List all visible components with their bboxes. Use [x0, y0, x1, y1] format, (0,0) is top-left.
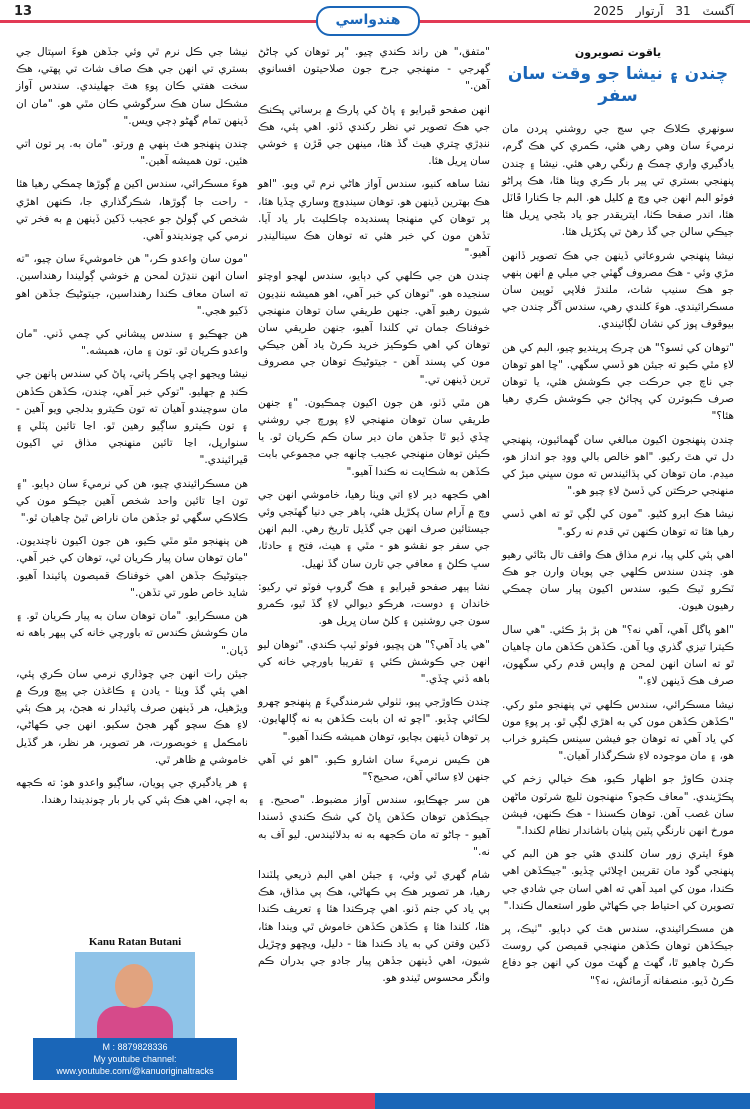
article-paragraph: "متفق،" هن راند ڪندي چيو. "پر توهان کي ڄاڻڻ گهرجي - منهنجي جرح جون صلاحيتون افسانوي آهن." [258, 46, 490, 93]
author-channel-link[interactable]: www.youtube.com/@kanuoriginaltracks [56, 1066, 214, 1076]
date-month: آگسٽ [702, 4, 734, 18]
date-weekday: آرتوار [635, 4, 664, 18]
article-paragraph: جيئن رات انهن جي چوڌاري نرمي سان ڪري پئي، اهي ٻئي گڏ ويٺا - يادن ۽ ڪاغذن جي پيچ ورڪ ۾ ويڙهيل، هر ڏينهن صرف پائيدار نه هجڻ، پر هڪ ٻئي لاءِ هڪ سچو گهر هجڻ سکيو. انهن جي ڪهاڻي، نامڪمل ۽ خوبصورت، هر تصوير، هر نظر، هر گڏيل خاموشي ۾ ظاهر ٿي. [16, 667, 248, 766]
dateline [585, 4, 734, 18]
article-paragraph: چندن پنهنجو هٿ ٻنهي ۾ ورتو. "مان به. پر تون اتي هئين. تون هميشه آهين." [16, 138, 248, 168]
article-title: چندن ۽ نيشا جو وقت سان سفر [507, 64, 729, 107]
article-paragraph: "اهو پاگل آهي، آهي نه؟" هن ٻڙ ٻڙ ڪئي. "هي سال ڪيترا تيزي گذري ويا آهن. ڪڏهن ڪڏهن مان چاهيان ٿو ته اسان انهن لمحن ۾ واپس قدم رکي سگهون، صرف هڪ ڏينهن لاءِ." [502, 623, 734, 688]
article-paragraph: نيشا جي ڪل نرم ٿي وئي جڏهن هوءَ اسپتال جي بستري تي انهن جي هڪ صاف شاٽ تي پهتي، هڪ سخت هفتي ڪان پوءِ هٿ جهليندي. سندس آواز مشڪل سان هڪ سرگوشي ڪان مٿي هو. "مان ان ڏينهن تمام گهڻو ڊڄي ويس." [16, 46, 248, 127]
article-paragraph: هوءَ ايتري زور سان کلندي هئي جو هن البم کي پنهنجي گود مان تقريبن اڇلائي ڇڏيو. "جيڪڏهن اهي ڪندا، مون کي اميد آهي ته اهي اسان جي شادي جي تصويرن کي احتياط جي ڪهاڻي طور استعمال ڪندا." [502, 848, 734, 912]
author-photo-head [115, 964, 153, 1008]
article-paragraph: چندن هن جي ڪلهي کي دٻايو، سندس لهجو اوچتو سنجيده هو. "توهان کي خبر آهي، اهو هميشه ننڍيون شيون رهيو آهي. جنهن طريقي سان توهان منهنجي خوفناڪ جمان تي کلندا آهيو، جنهن طريقي سان توهان کي اهي ڪوڪيز خريد ڪرڻ ياد آهن جيڪي مون کي پسند آهن - جيتوڻيڪ توهان جي مصروف ترين ڏينهن تي." [258, 270, 490, 386]
article-paragraph: چندن ڪاوڙ جو اظهار ڪيو، هڪ خيالي زخم کي پڪڙيندي. "معاف ڪجو؟ منهنجون ٺليچ شرٽون ماڻهن سان غصب آهن. توهان ڪسنذا - هڪ ڪنهن، فيشن مورخ انهن نارنگي پٽين پٺيان باشاندار نظام لکندا." [502, 773, 734, 837]
article-paragraph: سونهري ڪلاڪ جي سج جي روشني پردن مان نرميءَ سان وهي رهي هئي، ڪمري کي هڪ گرم، يادگيري واري چمڪ ۾ رنگي رهي هئي. نيشا ۽ چندن پنهنجي بستري تي پير بار ڪري ويٺا هئا، هڪ پراڻو فوٽو البم انهن جي وچ ۾ کليل هو. البم جا ڪنارا ڦاٽل هئا، اندر صفحا ڪٺا، ايتريقدر جو ياد بڻجي ڀريل هئا جيڪي سالن جي گڏ رهڻ تي پکڙيل هئا. [502, 123, 734, 239]
author-name: Kanu Ratan Butani [88, 936, 182, 948]
footer-red-band [0, 1093, 375, 1109]
article-paragraph: هن سر جهڪايو، سندس آواز مضبوط. "صحيح. ۽ جيڪڏهن توهان ڪڏهن ڀاڻ کي شڪ ڪندي ڏسندا آهيو - ڄاڻو ته مان ڪجهه به نه بدلائيندس. ليو آف به نه." [258, 794, 490, 858]
article-paragraph: اهي ٻئي کلي پيا، نرم مذاق هڪ واقف تال بڻائي رهيو هو. چندن سندس ڪلهي جي پويان وارن جو هڪ ٽڪرو ٽيڪ ڪيو، سندس اکيون پيار سان چمڪي رهيون هيون. [502, 548, 734, 613]
article-paragraph: چندن پنهنجون اکيون مبالغي سان گهمائيون، پنهنجي دل تي هٿ رکيو. "اهو خالص بالي ووڊ جو انداز هو، ميڊم. مان توهان کي ٻڌائيندس ته مون سڀني ميڙ کي منهنجي حرڪتن کي ڏسڻ لاءِ چيو هو." [502, 433, 734, 498]
column-3-body [16, 44, 248, 809]
article-paragraph: انهن صفحو ڦيرايو ۽ پاڻ کي پارڪ ۾ برساتي پڪنڪ جي هڪ تصوير تي نظر رکندي ڏٺو. اهي ٻئي، هڪ ننڍڙي ڇتري هيٺ گڏ هئا، مينهن جي ڦڙن ۽ خوشي سان ڀريل هئا. [258, 103, 490, 168]
article-paragraph: هن ڪيس نرميءَ سان اشارو ڪيو. "اهو ئي آهي جنهن لاءِ ساٿي آهن، صحيح؟" [258, 753, 490, 783]
article-paragraph: هن مسڪرايو. "مان توهان سان به پيار ڪريان ٿو. ۽ مان ڪوشش ڪندس ته باورچي خانه کي ٻيهر باهه نه ڏيان." [16, 610, 248, 657]
article-paragraph: هن جهڪيو ۽ سندس پيشاني کي چمي ڏني. "مان واعدو ڪريان ٿو. تون ۽ مان، هميشه." [16, 328, 248, 358]
article-paragraph: "مون سان واعدو ڪر،" هن خاموشيءَ سان چيو، "ته اسان انهن ننڍڙن لمحن ۾ خوشي ڳوليندا رهنداسين. ته اسان معاف ڪندا رهنداسين، جيتوڻيڪ جڏهن اهو ڏکيو هجي." [16, 253, 248, 317]
article-paragraph: "هي ياد آهي؟" هن پڇيو، فوٽو ٽيپ ڪندي. "توهان ليو انهن جي ڪوشش ڪئي ۽ تقريبا باورچي خانه کي باهه ڏني ڇڏي." [258, 638, 490, 685]
author-mobile: M : 8879828336 [102, 1042, 168, 1052]
column-3 [16, 44, 248, 815]
newspaper-logo: هندواسي [316, 6, 420, 36]
article-paragraph: نيشا پنهنجي شروعاتي ڏينهن جي هڪ تصوير ڏانهن مڙي وئي - هڪ مصروف گهٽي جي ميلي ۾ انهن ٻنهي جو هڪ سنيپ شاٽ، ملندڙ فلاپي ٽوپين سان مسڪرائيندي. هوءَ کلندي رهي، سندس آڱر چندن جي بيوقوف پوز کي نشان لڳائيندي. [502, 249, 734, 331]
article-paragraph: نيشا ويجهو اچي پاڪر پاتي، پاڻ کي سندس ٻانهن جي ڪنڊ ۾ جهليو. "توکي خبر آهي، چندن، ڪڏهن ڪڏهن مان سوچيندو آهيان ته تون ڪيترو بدلجي ويو آهين - ۽ تون ڪيترو ساڳيو رهين ٿو. اڃا تائين پٽلي ۽ سنوارپل، اڃا تائين منهنجي مذاق تي اکيون ڦيرائيندي." [16, 368, 248, 467]
page-header [0, 0, 750, 36]
article-paragraph: نيشا مسڪرائي، سندس ڪلهي تي پنهنجو مٿو رکي. "ڪڏهن ڪڏهن مون کي به اهڙي لڳي ٿو. پر پوءِ مون کي ياد آهي ته توهان جو فيشن سينس ڪيترو خراب هو، ۽ مان موجوده لاءِ شڪرگذار آهيان." [502, 698, 734, 763]
footer-blue-band [375, 1093, 750, 1109]
article-paragraph: ۽ هر يادگيري جي پويان، ساڳيو واعدو هو: ته ڪجهه به اچي، اهي هڪ ٻئي کي بار بار چونڊيندا رهندا. [16, 776, 248, 807]
article-paragraph: نشا ٻيهر صفحو ڦيرايو ۽ هڪ گروپ فوٽو تي رکيو: خاندان ۽ دوست، هرڪو ديوالي لاءِ گڏ ٿيو، ڪمرو سون جي روشنين ۽ کلڻ سان ڀريل هو. [258, 580, 490, 628]
author-channel-label: My youtube channel: [93, 1054, 177, 1064]
author-box [30, 936, 240, 1080]
page-footer [0, 1083, 750, 1109]
article-paragraph: "توهان کي ٺسو؟" هن چرڪ پرينديو چيو، البم کي هن لاءِ مٿي ڪيو ته جيئن هو ڏسي سگهي. "ڇا اهو توهان جي ناچ جي حرڪت جي ڪوشش هئي، يا توهان صرف ڪبوترن کي ڀڄائڻ جي ڪوشش ڪري رهيا هئا؟" [502, 341, 734, 423]
page-number: 13 [14, 4, 33, 19]
article-paragraph: هوءَ مسڪرائي، سندس اکين ۾ ڳوڙها چمڪي رهيا هئا - راحت جا ڳوڙها، شڪرگذاري جا، ڪنهن اهڙي شخص کي ڳولڻ جو عجيب ڏکين ڏينهن ۾ به فخر تي نرمي کي ڇونديندو آهي. [16, 178, 248, 243]
article-paragraph: اهي ڪجهه دير لاءِ اتي ويٺا رهيا، خاموشي انهن جي وچ ۾ آرام سان پکڙيل هئي، ٻاهر جي دنيا گهٽجي وئي جيستائين صرف انهن جي گڏيل تاريخ رهي. البم انهن جي سفر جو نقشو هو - مٿي ۽ هيٺ، فتح ۽ حادثا، سڀ ڪلڻ ۽ معافي جي تارن سان گڏ ٺهيل. [258, 488, 490, 570]
column-2-body [258, 44, 490, 987]
author-contact [33, 1038, 237, 1080]
article-paragraph: هن مٿي ڏٺو، هن جون اکيون چمڪيون. "۽ جنهن طريقي سان توهان منهنجي لاءِ پورچ جي روشني ڇڏي ڏيو ٿا جڏهن مان دير سان ڪم ڪريان ٿو. يا ڪيئن توهان منهنجي عجيب چانهه جي مجموعي بابت ڪڏهن به شڪايت نه ڪندا آهيو." [258, 396, 490, 478]
article-paragraph: نيشا هڪ ابرو کڻيو. "مون کي لڳي ٿو ته اهي ڏسي رهيا هئا ته توهان ڪنهن تي قدم نه رکو." [502, 508, 734, 538]
article-paragraph: شام گهري ٿي وئي، ۽ جيئن اهي البم ذريعي پلٽندا رهيا، هر تصوير هڪ ٻي ڪهاڻي، هڪ ٻي مذاق، هڪ ٻي ياد کي جنم ڏنو. اهي چرڪندا هئا ۽ تعريف ڪندا هئا، کلندا هئا ۽ ڪڏهن ڪڏهن خاموش ٿي ويندا هئا، ڏکين وقتن کي به ياد ڪندا هئا - دليل، ويڇهو وڇڙيل شيون، اهي ڏينهن جڏهن پيار جادو جي بدران ڪم وانگر محسوس ٿيندو هو. [258, 868, 490, 985]
article-paragraph: هن پنهنجو مٿو مٿي ڪيو، هن جون اکيون ناچنديون. "مان توهان سان پيار ڪريان ٿي، توهان کي خبر آهي. جيتوڻيڪ جڏهن اهي خوفناڪ قميصون پائيندا آهيو. شايد خاص طور تي تڏهن." [16, 535, 248, 599]
article-kicker: ياقوت تصويرون [574, 46, 662, 59]
date-year: 2025 [593, 4, 624, 18]
author-photo [75, 952, 195, 1038]
article-paragraph: هن مسڪرائيندي، سندس هٿ کي دٻايو. "ٺيڪ، پر جيڪڏهن توهان ڪڏهن منهنجي قميصن کي روسٽ ڪرڻ چاهيو ٿا، گهٽ ۾ گهٽ مون کي انهن جو دفاع ڪرڻ ڏيو. منصفانه آزمائش، نه؟" [502, 922, 734, 987]
column-1 [502, 44, 734, 996]
author-photo-body [97, 1006, 173, 1038]
article-paragraph: چندن ڪاوڙجي پيو، ٺٺولي شرمندگيءَ ۾ پنهنجو چهرو لڪائي ڇڏيو. "اچو ته ان بابت ڪڏهن به نه ڳالهايون. پر توهان ڏينهن بچايو، توهان هميشه ڪندا آهيو." [258, 696, 490, 743]
column-2 [258, 44, 490, 993]
article-paragraph: هن مسڪرائيندي چيو، هن کي نرميءَ سان دٻايو. "۽ تون اڃا تائين واحد شخص آهين جيڪو مون کي ڪلاڪي سگهي ٿو جڏهن مان ناراض ٿيڻ چاهيان ٿو." [16, 477, 248, 525]
article-paragraph: نشا ساهه کنيو، سندس آواز هاڻي نرم ٿي ويو. "اهو هڪ بهترين ڏينهن هو. توهان سينڊوچ وساري ڇڏيا هئا، پر توهان کي منهنجا پسنديده چاڪليٽ بار ياد آيا. تڏهن مون کي خبر هئي ته توهان هڪ سينالينڊر آهيو." [258, 178, 490, 260]
date-day: 31 [675, 4, 691, 18]
column-1-body [502, 121, 734, 990]
